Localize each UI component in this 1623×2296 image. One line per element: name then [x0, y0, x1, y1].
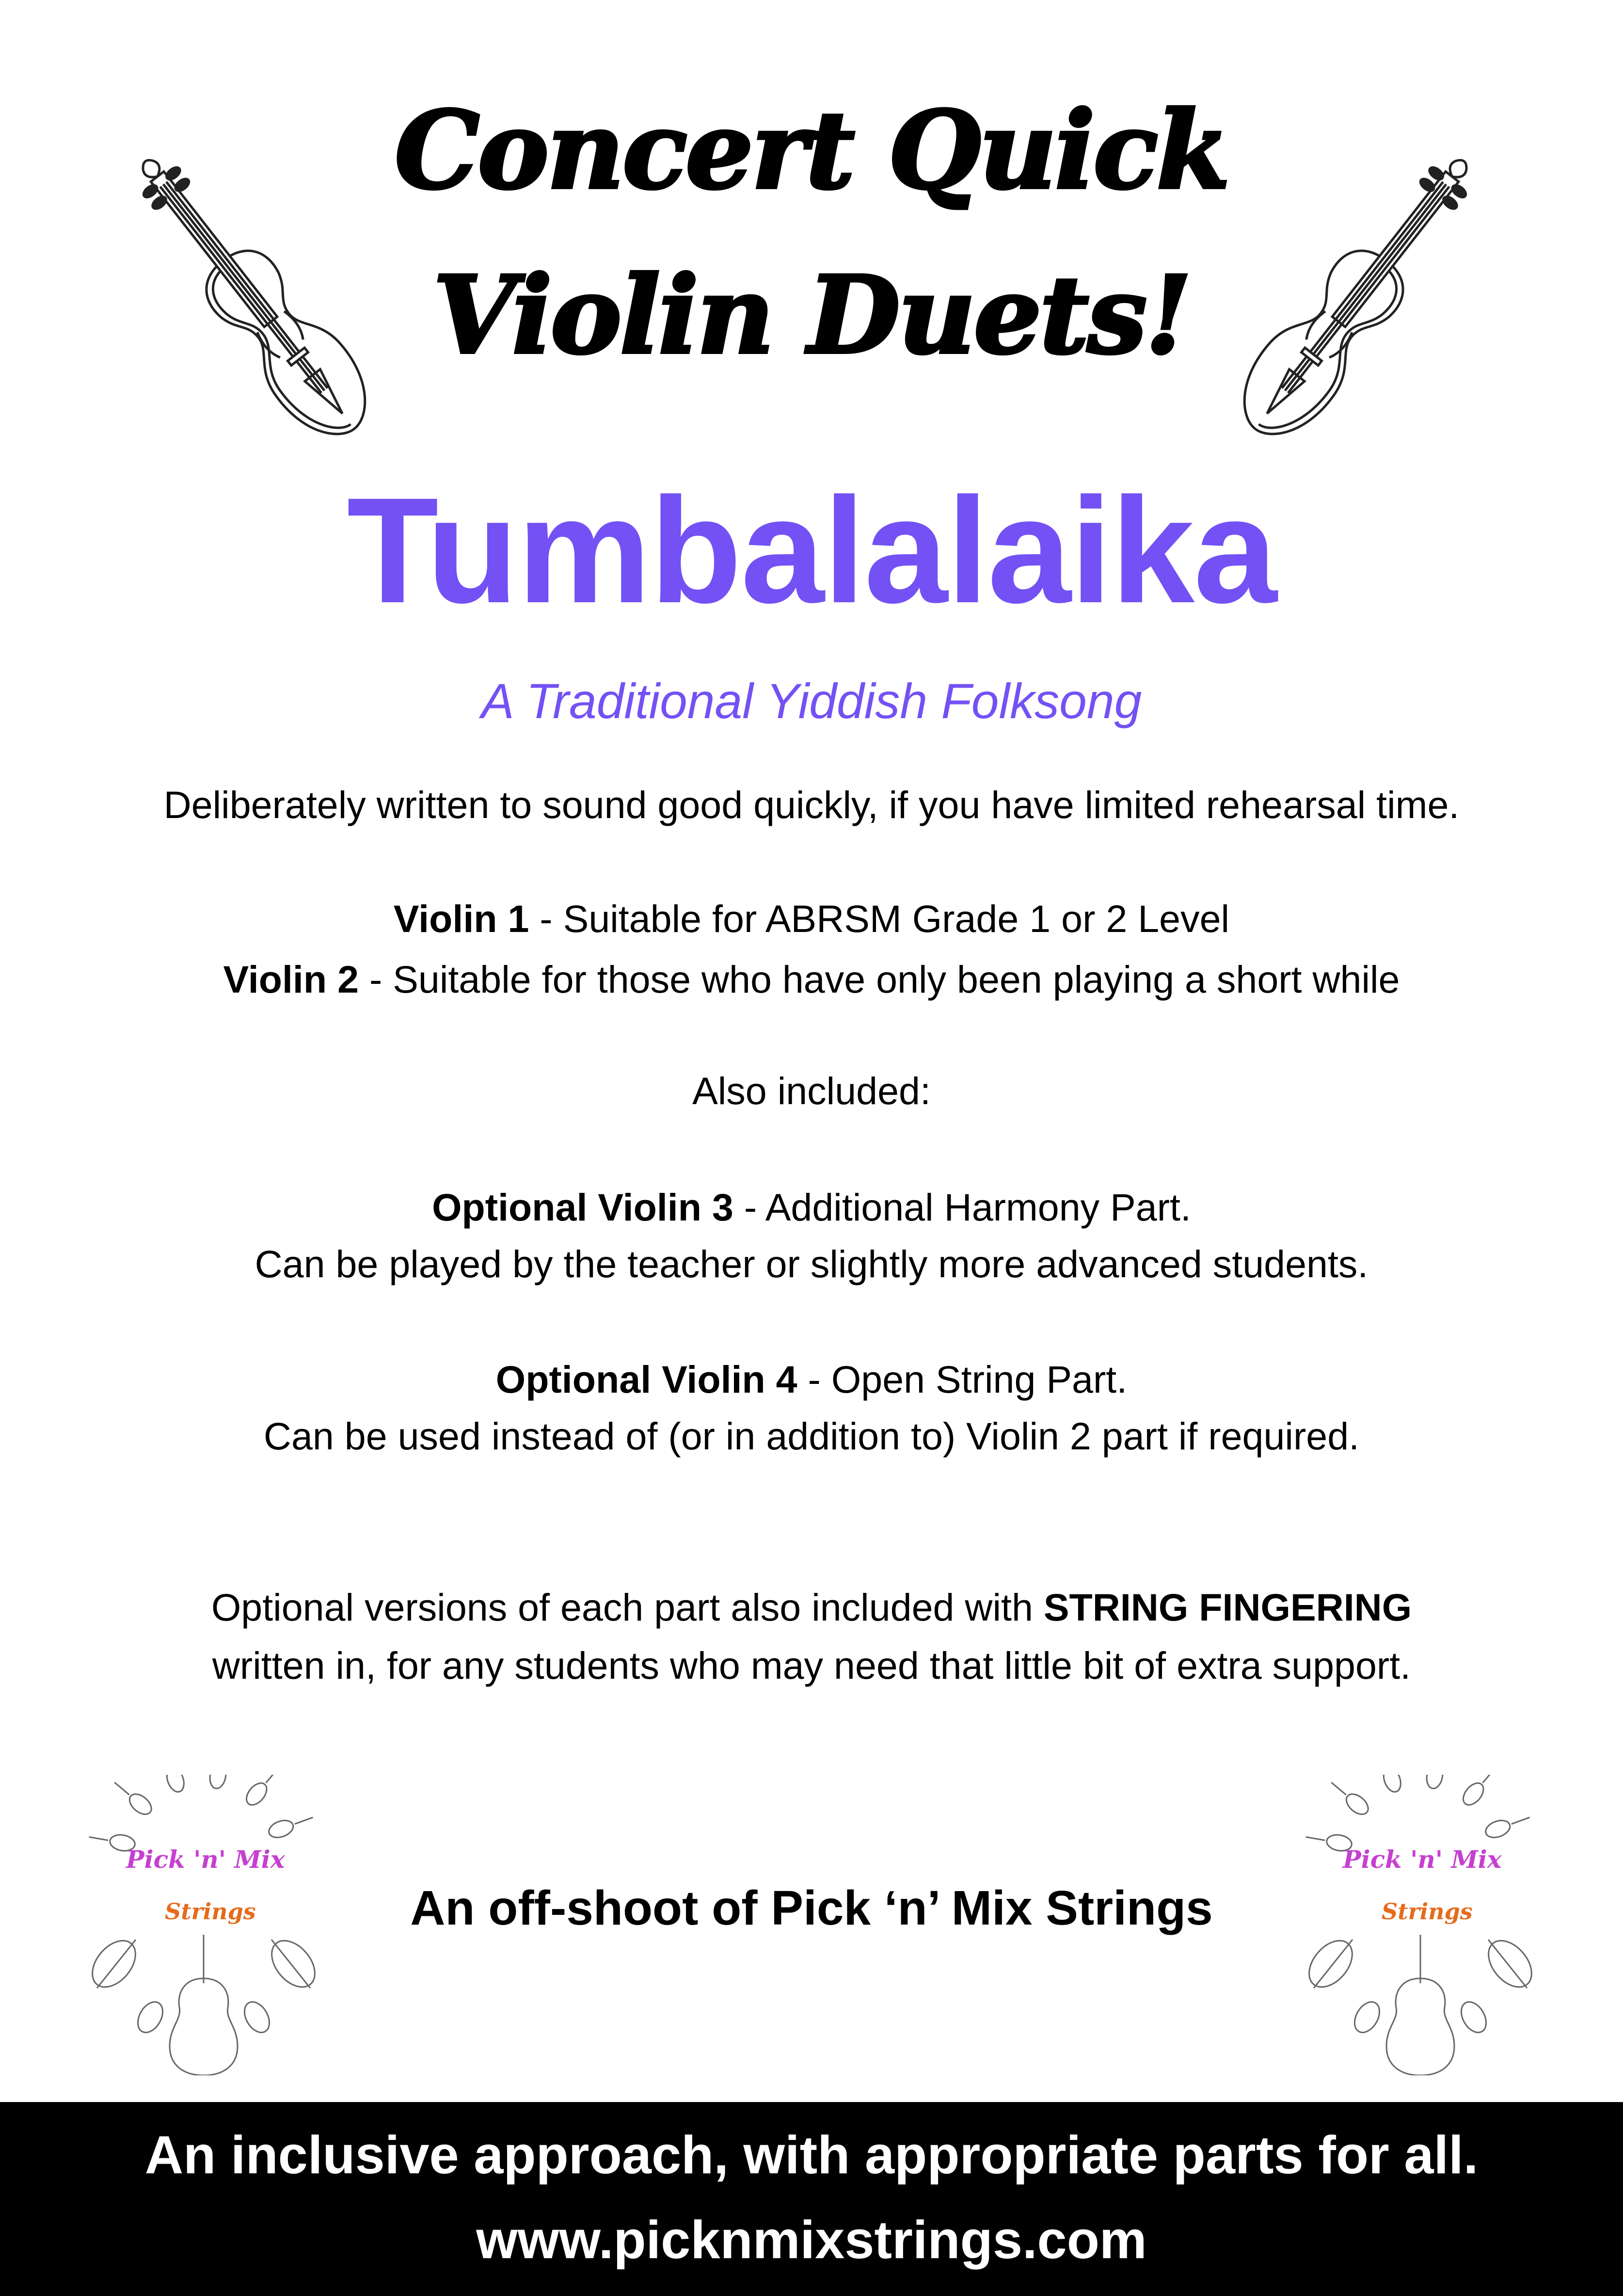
logo-text-line-2: Strings [1382, 1898, 1473, 1925]
violin-2-desc: - Suitable for those who have only been playing a short while [359, 958, 1400, 1001]
violin-1-desc: - Suitable for ABRSM Grade 1 or 2 Level [529, 897, 1230, 940]
violin-3-desc: - Additional Harmony Part. [733, 1186, 1191, 1229]
violin-4-label: Optional Violin 4 [495, 1358, 797, 1401]
logo-text-line-1: Pick 'n' Mix [1343, 1845, 1502, 1874]
intro-text: Deliberately written to sound good quickly, if you have limited rehearsal time. [163, 783, 1460, 826]
also-included: Also included: [692, 1069, 931, 1112]
violin-4-note: Can be used instead of (or in addition to) Violin 2 part if required. [263, 1414, 1360, 1458]
headline-line-1: Concert Quick [395, 87, 1228, 213]
violin-4-desc: - Open String Part. [797, 1358, 1128, 1401]
logo-text-line-2: Strings [165, 1898, 256, 1925]
violin-3-line [0, 1186, 1623, 1229]
song-subtitle: A Traditional Yiddish Folksong [481, 674, 1142, 729]
logo-text-line-1: Pick 'n' Mix [126, 1845, 285, 1874]
fingering-line-1 [0, 1586, 1623, 1629]
footer-tagline: An inclusive approach, with appropriate parts for all. [144, 2125, 1479, 2185]
offshoot-text: An off-shoot of Pick ‘n’ Mix Strings [410, 1881, 1213, 1935]
violin-2-line [0, 958, 1623, 1001]
violin-1-label: Violin 1 [393, 897, 529, 940]
violin-1-line [0, 899, 1623, 938]
violin-3-note: Can be played by the teacher or slightly more advanced students. [255, 1242, 1368, 1285]
fingering-bold: STRING FINGERING [1043, 1586, 1412, 1629]
song-title: Tumbalalaika [347, 466, 1276, 634]
fingering-pre: Optional versions of each part also included with [211, 1586, 1044, 1629]
footer-url[interactable]: www.picknmixstrings.com [476, 2210, 1147, 2270]
violin-3-label: Optional Violin 3 [432, 1186, 733, 1229]
fingering-line-2: written in, for any students who may need that little bit of extra support. [212, 1644, 1411, 1687]
violin-2-label: Violin 2 [223, 958, 359, 1001]
violin-4-line [0, 1358, 1623, 1401]
headline-line-2: Violin Duets! [433, 252, 1190, 378]
